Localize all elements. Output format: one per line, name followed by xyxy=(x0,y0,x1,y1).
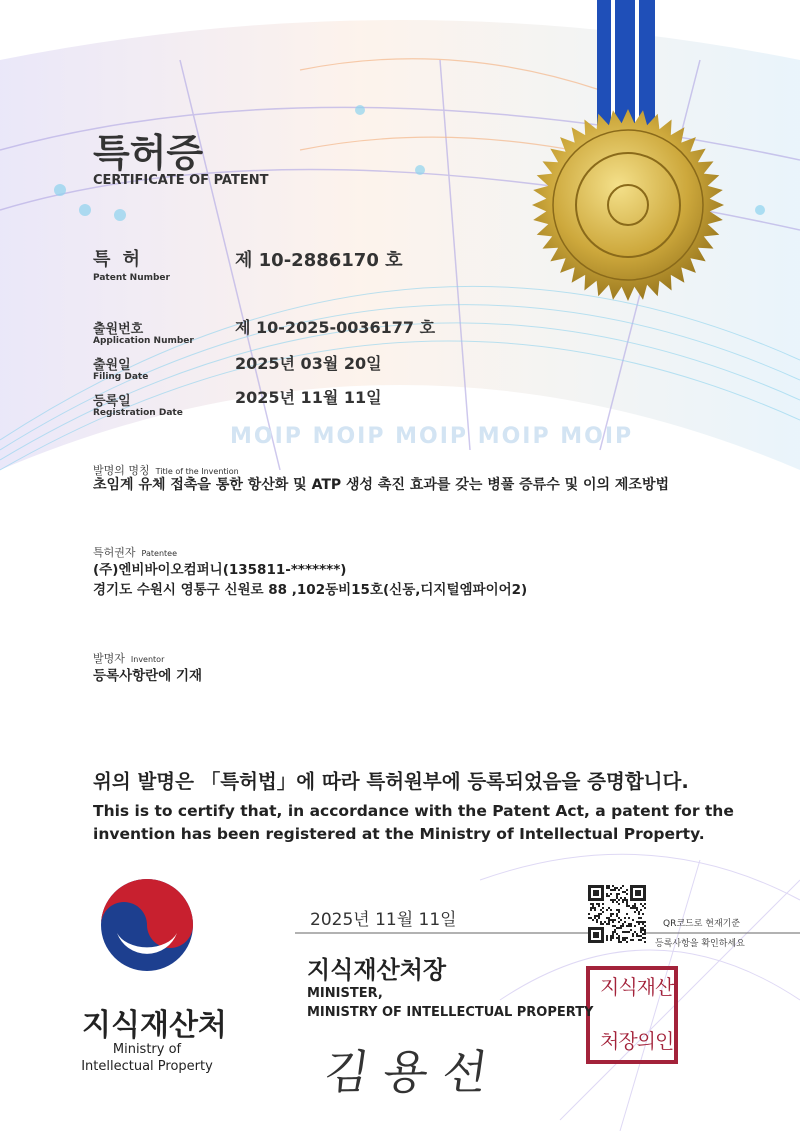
qr-module xyxy=(616,937,618,939)
qr-module xyxy=(624,891,626,893)
qr-module xyxy=(600,909,602,911)
qr-module xyxy=(626,931,628,933)
qr-module xyxy=(628,925,630,927)
qr-module xyxy=(626,941,628,943)
qr-module xyxy=(612,925,614,927)
qr-module xyxy=(616,895,618,897)
qr-module xyxy=(626,937,628,939)
certify-ko: 위의 발명은 「특허법」에 따라 특허원부에 등록되었음을 증명합니다. xyxy=(93,770,689,793)
qr-module xyxy=(628,905,630,907)
qr-module xyxy=(608,885,610,887)
qr-module xyxy=(622,939,624,941)
qr-module xyxy=(624,897,626,899)
qr-module xyxy=(644,907,646,909)
qr-module xyxy=(608,923,610,925)
qr-module xyxy=(618,937,620,939)
qr-module xyxy=(632,935,634,937)
qr-module xyxy=(622,931,624,933)
qr-module xyxy=(612,937,614,939)
qr-module xyxy=(618,927,620,929)
qr-module xyxy=(640,917,642,919)
qr-module xyxy=(604,921,606,923)
qr-module xyxy=(636,907,638,909)
qr-module xyxy=(614,919,616,921)
qr-module xyxy=(630,939,632,941)
qr-module xyxy=(602,911,604,913)
qr-module xyxy=(642,921,644,923)
inventor-value: 등록사항란에 기재 xyxy=(93,668,203,684)
qr-module xyxy=(644,903,646,905)
qr-module xyxy=(618,917,620,919)
signer-title-en1: MINISTER, xyxy=(307,986,383,1001)
stamp-text-line2: 처장의인 xyxy=(600,1029,674,1053)
registration-date-value: 2025년 11월 11일 xyxy=(235,388,382,407)
qr-module xyxy=(626,889,628,891)
qr-module xyxy=(640,935,642,937)
qr-module xyxy=(628,917,630,919)
qr-module xyxy=(624,921,626,923)
filing-date-label-en: Filing Date xyxy=(93,372,149,382)
qr-module xyxy=(606,895,608,897)
qr-module xyxy=(592,907,594,909)
patentee-label: 특허권자 Patentee xyxy=(93,546,177,559)
qr-module xyxy=(606,909,608,911)
qr-module xyxy=(638,921,640,923)
qr-module xyxy=(626,925,628,927)
qr-module xyxy=(642,923,644,925)
patentee-name: (주)엔비바이오컴퍼니(135811-*******) xyxy=(93,562,347,578)
qr-module xyxy=(626,913,628,915)
qr-module xyxy=(632,933,634,935)
qr-module xyxy=(600,923,602,925)
qr-module xyxy=(636,909,638,911)
qr-module xyxy=(638,935,640,937)
qr-module xyxy=(614,925,616,927)
qr-module xyxy=(610,893,612,895)
qr-module xyxy=(622,885,624,887)
qr-module xyxy=(616,901,618,903)
qr-module xyxy=(634,925,636,927)
qr-module xyxy=(606,885,608,887)
qr-module xyxy=(624,937,626,939)
patent-number-label-ko: 특 허 xyxy=(93,249,144,270)
moip-watermark: MOIP MOIP MOIP MOIP MOIP xyxy=(230,424,634,449)
qr-module xyxy=(592,905,594,907)
qr-module xyxy=(614,889,616,891)
qr-module xyxy=(622,891,624,893)
qr-module xyxy=(610,937,612,939)
qr-module xyxy=(616,909,618,911)
application-number-label-en: Application Number xyxy=(93,336,194,346)
qr-module xyxy=(628,923,630,925)
qr-module xyxy=(594,909,596,911)
qr-module xyxy=(620,887,622,889)
qr-module xyxy=(644,925,646,927)
qr-module xyxy=(632,939,634,941)
qr-note-line2: 등록사항을 확인하세요 xyxy=(655,939,745,949)
qr-module xyxy=(626,905,628,907)
qr-module xyxy=(620,919,622,921)
qr-module xyxy=(608,919,610,921)
title-en: CERTIFICATE OF PATENT xyxy=(93,173,269,188)
qr-module xyxy=(618,935,620,937)
qr-module xyxy=(606,893,608,895)
qr-module xyxy=(632,919,634,921)
qr-module xyxy=(608,921,610,923)
qr-module xyxy=(602,903,604,905)
application-number-label-ko: 출원번호 xyxy=(93,322,144,337)
qr-module xyxy=(618,939,620,941)
qr-module xyxy=(616,927,618,929)
qr-module xyxy=(640,929,642,931)
qr-module xyxy=(624,917,626,919)
qr-module xyxy=(634,911,636,913)
qr-module xyxy=(618,921,620,923)
application-number-value: 제 10-2025-0036177 호 xyxy=(235,318,436,337)
qr-module xyxy=(610,935,612,937)
qr-module xyxy=(612,933,614,935)
registration-date-label-ko: 등록일 xyxy=(93,394,131,409)
qr-module xyxy=(610,915,612,917)
qr-module xyxy=(644,931,646,933)
qr-module xyxy=(640,927,642,929)
signer-title-ko: 지식재산처장 xyxy=(307,956,447,984)
qr-module xyxy=(640,909,642,911)
qr-module xyxy=(612,901,614,903)
qr-module xyxy=(616,893,618,895)
qr-module xyxy=(598,915,600,917)
qr-module xyxy=(638,911,640,913)
registration-date-label-en: Registration Date xyxy=(93,408,183,418)
qr-module xyxy=(606,937,608,939)
patent-number-label-en: Patent Number xyxy=(93,273,170,283)
qr-module xyxy=(632,905,634,907)
qr-module xyxy=(624,939,626,941)
certify-en-line2: invention has been registered at the Ministry of Intellectual Property. xyxy=(93,825,705,843)
qr-module xyxy=(644,941,646,943)
issue-date: 2025년 11월 11일 xyxy=(310,910,457,930)
qr-module xyxy=(640,931,642,933)
qr-module xyxy=(640,903,642,905)
qr-module xyxy=(610,939,612,941)
qr-module xyxy=(634,907,636,909)
qr-module xyxy=(610,913,612,915)
qr-module xyxy=(618,941,620,943)
qr-module xyxy=(600,913,602,915)
qr-module xyxy=(590,909,592,911)
qr-module xyxy=(640,939,642,941)
qr-module xyxy=(644,937,646,939)
qr-module xyxy=(614,931,616,933)
qr-module xyxy=(612,899,614,901)
qr-module xyxy=(610,909,612,911)
qr-module xyxy=(636,933,638,935)
qr-module xyxy=(622,925,624,927)
qr-module xyxy=(644,933,646,935)
title-ko: 특허증 xyxy=(93,131,204,175)
qr-module xyxy=(606,887,608,889)
qr-module xyxy=(626,893,628,895)
qr-module xyxy=(612,935,614,937)
qr-module xyxy=(596,921,598,923)
qr-module xyxy=(606,917,608,919)
qr-module xyxy=(616,933,618,935)
qr-module xyxy=(598,913,600,915)
qr-code-icon xyxy=(588,885,646,943)
qr-module xyxy=(620,941,622,943)
qr-module xyxy=(596,915,598,917)
inventor-label: 발명자 Inventor xyxy=(93,652,165,665)
qr-module xyxy=(596,919,598,921)
qr-module xyxy=(630,907,632,909)
qr-module xyxy=(636,921,638,923)
qr-module xyxy=(616,915,618,917)
certify-en-line1: This is to certify that, in accordance with the Patent Act, a patent for the xyxy=(93,802,734,820)
qr-module xyxy=(594,917,596,919)
qr-module xyxy=(620,925,622,927)
qr-module xyxy=(642,927,644,929)
qr-module xyxy=(622,923,624,925)
qr-module xyxy=(618,893,620,895)
qr-module xyxy=(630,923,632,925)
qr-module xyxy=(590,907,592,909)
qr-module xyxy=(602,907,604,909)
qr-module xyxy=(606,935,608,937)
qr-module xyxy=(588,917,590,919)
qr-module xyxy=(608,895,610,897)
qr-module xyxy=(590,903,592,905)
qr-module xyxy=(612,921,614,923)
qr-module xyxy=(638,917,640,919)
qr-module xyxy=(618,899,620,901)
qr-module xyxy=(636,935,638,937)
qr-module xyxy=(608,917,610,919)
qr-module xyxy=(620,927,622,929)
qr-module xyxy=(642,905,644,907)
qr-module xyxy=(592,903,594,905)
qr-module xyxy=(642,913,644,915)
qr-module xyxy=(618,889,620,891)
invention-label: 발명의 명칭 Title of the Invention xyxy=(93,464,239,477)
qr-note-line1: QR코드로 현재기준 xyxy=(663,919,741,929)
qr-module xyxy=(612,889,614,891)
qr-module xyxy=(596,903,598,905)
moip-taegeuk-logo-icon xyxy=(101,879,193,971)
qr-module xyxy=(634,903,636,905)
qr-module xyxy=(608,907,610,909)
qr-module xyxy=(618,909,620,911)
qr-module xyxy=(644,929,646,931)
qr-module xyxy=(594,915,596,917)
qr-module xyxy=(610,899,612,901)
patentee-address: 경기도 수원시 영통구 신원로 88 ,102동비15호(신동,디지털엠파이어2) xyxy=(93,582,528,598)
qr-module xyxy=(644,921,646,923)
qr-module xyxy=(620,897,622,899)
qr-module xyxy=(626,903,628,905)
qr-module xyxy=(622,901,624,903)
qr-module xyxy=(612,885,614,887)
qr-module xyxy=(610,919,612,921)
qr-module xyxy=(634,931,636,933)
qr-module xyxy=(600,921,602,923)
qr-module xyxy=(624,899,626,901)
patent-number-value: 제 10-2886170 호 xyxy=(235,250,403,271)
qr-module xyxy=(622,899,624,901)
qr-module xyxy=(588,913,590,915)
qr-module xyxy=(612,913,614,915)
qr-module xyxy=(624,931,626,933)
qr-module xyxy=(616,897,618,899)
qr-module xyxy=(614,929,616,931)
invention-title: 초임계 유체 접촉을 통한 항산화 및 ATP 생성 촉진 효과를 갖는 병풀 증류수 및 이의 제조방법 xyxy=(93,477,670,493)
signer-title-en2: MINISTRY OF INTELLECTUAL PROPERTY xyxy=(307,1005,594,1020)
qr-module xyxy=(618,911,620,913)
qr-module xyxy=(634,905,636,907)
qr-module xyxy=(628,931,630,933)
qr-module xyxy=(630,929,632,931)
qr-module xyxy=(598,903,600,905)
qr-module xyxy=(614,887,616,889)
qr-module xyxy=(632,907,634,909)
org-name-en2: Intellectual Property xyxy=(81,1059,213,1074)
qr-module xyxy=(598,905,600,907)
signature: 김 용 선 xyxy=(320,1045,491,1099)
qr-module xyxy=(630,925,632,927)
qr-module xyxy=(622,937,624,939)
qr-module xyxy=(610,889,612,891)
qr-module xyxy=(616,913,618,915)
filing-date-label-ko: 출원일 xyxy=(93,358,131,373)
org-name-en1: Ministry of xyxy=(112,1042,182,1057)
qr-module xyxy=(642,929,644,931)
qr-module xyxy=(598,917,600,919)
gold-seal-icon xyxy=(532,109,724,301)
qr-module xyxy=(642,933,644,935)
qr-module xyxy=(594,907,596,909)
qr-module xyxy=(626,901,628,903)
qr-module xyxy=(590,917,592,919)
org-name-ko: 지식재산처 xyxy=(82,1008,227,1043)
qr-module xyxy=(608,887,610,889)
qr-module xyxy=(638,923,640,925)
qr-module xyxy=(638,939,640,941)
qr-module xyxy=(612,919,614,921)
stamp-text-line1: 지식재산 xyxy=(600,975,674,999)
qr-module xyxy=(606,939,608,941)
qr-module xyxy=(626,899,628,901)
qr-module xyxy=(616,887,618,889)
qr-module xyxy=(618,903,620,905)
qr-module xyxy=(602,923,604,925)
qr-module xyxy=(614,899,616,901)
filing-date-value: 2025년 03월 20일 xyxy=(235,354,382,373)
qr-module xyxy=(640,921,642,923)
qr-module xyxy=(642,937,644,939)
qr-module xyxy=(592,919,594,921)
qr-module xyxy=(612,931,614,933)
qr-module xyxy=(638,913,640,915)
qr-module xyxy=(606,923,608,925)
